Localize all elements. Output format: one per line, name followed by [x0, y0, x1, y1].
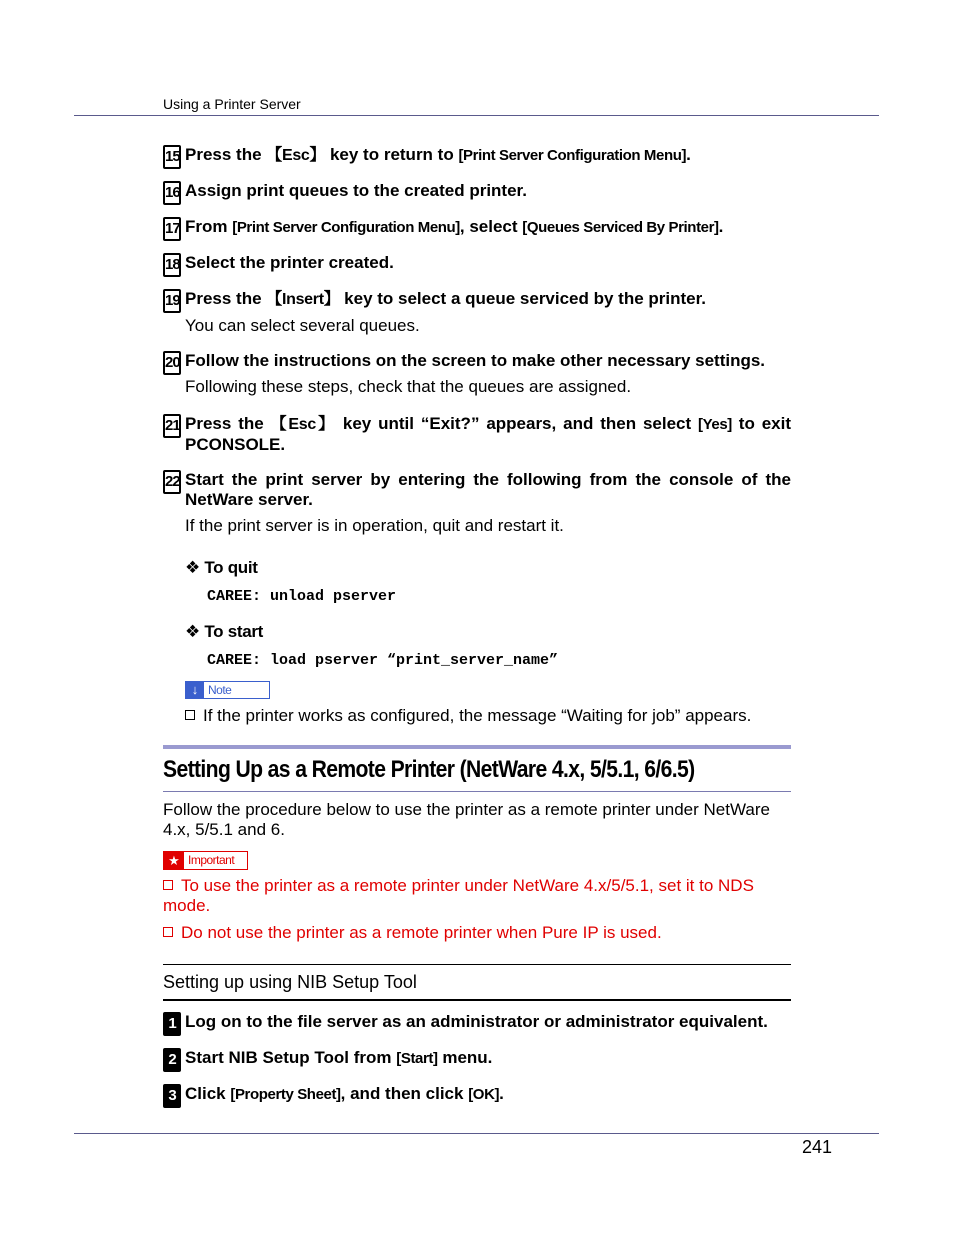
menu-name: [Print Server Configuration Menu] [458, 147, 687, 164]
step-number: 20 [163, 351, 181, 375]
section-bar [163, 745, 791, 749]
section-rule [163, 791, 791, 792]
step-text: Select the printer created. [185, 253, 394, 272]
step-body: You can select several queues. [185, 316, 420, 335]
menu-name: [Queues Serviced By Printer] [522, 219, 719, 236]
menu-name: [OK] [468, 1086, 500, 1103]
header-rule [74, 115, 879, 116]
note-item: If the printer works as configured, the message “Waiting for job” appears. [185, 706, 751, 726]
menu-name: [Yes] [698, 416, 732, 433]
step-number: 18 [163, 253, 181, 277]
step-17 [163, 217, 791, 238]
footer-rule [74, 1133, 879, 1134]
step-text: Start the print server by entering the following from the console of the NetWare server. [185, 470, 791, 509]
step-text: Press the 【Esc】 key to return to [Print Server Configuration Menu]. [185, 145, 691, 164]
step-1 [163, 1012, 791, 1032]
step-number: 15 [163, 145, 181, 169]
section-intro: Follow the procedure below to use the printer as a remote printer under NetWare 4.x, 5/5.1 and 6. [163, 800, 770, 839]
step-text: Start NIB Setup Tool from [Start] menu. [185, 1048, 493, 1067]
step-body: Following these steps, check that the queues are assigned. [185, 377, 632, 396]
step-text: Press the 【Esc】 key until “Exit?” appears, and then select [Yes] to exit PCONSOLE. [185, 414, 791, 454]
step-16 [163, 181, 791, 201]
step-text: Assign print queues to the created printer. [185, 181, 527, 200]
checkbox-bullet-icon [163, 880, 173, 890]
menu-name: [Start] [396, 1050, 438, 1067]
step-body: If the print server is in operation, quit and restart it. [185, 516, 564, 535]
procedure-rule-bottom [163, 999, 791, 1001]
procedure-rule-top [163, 964, 791, 965]
procedure-title: Setting up using NIB Setup Tool [163, 972, 417, 992]
step-text: Click [Property Sheet], and then click [OK]. [185, 1084, 504, 1103]
esc-key: 【Esc】 [266, 147, 326, 164]
checkbox-bullet-icon [163, 927, 173, 937]
important-badge-label: Important [188, 853, 235, 867]
checkbox-bullet-icon [185, 710, 195, 720]
step-text: Log on to the file server as an administrator or administrator equivalent. [185, 1012, 768, 1031]
step-3 [163, 1084, 791, 1105]
step-number: 2 [163, 1048, 181, 1072]
menu-name: [Property Sheet] [230, 1086, 341, 1103]
step-number: 21 [163, 414, 181, 438]
step-number: 3 [163, 1084, 181, 1108]
important-item: Do not use the printer as a remote printer when Pure IP is used. [163, 923, 791, 943]
step-number: 16 [163, 181, 181, 205]
important-item: To use the printer as a remote printer under NetWare 4.x/5/5.1, set it to NDS mode. [163, 876, 754, 915]
step-number: 17 [163, 217, 181, 241]
step-text: Follow the instructions on the screen to make other necessary settings. [185, 351, 766, 370]
step-number: 1 [163, 1012, 181, 1036]
esc-key: 【Esc】 [270, 416, 337, 433]
step-2 [163, 1048, 791, 1069]
important-badge [163, 851, 248, 870]
page-number: 241 [802, 1137, 833, 1157]
step-22 [163, 470, 791, 536]
insert-key: 【Insert】 [266, 291, 340, 308]
section-title: Setting Up as a Remote Printer (NetWare 4.x, 5/5.1, 6/6.5) [163, 756, 695, 783]
step-19 [163, 289, 791, 336]
step-20 [163, 351, 791, 397]
menu-name: [Print Server Configuration Menu] [232, 219, 460, 236]
to-start-heading: ❖ To start [185, 622, 264, 641]
note-badge-label: Note [208, 683, 232, 697]
step-18 [163, 253, 791, 273]
to-quit-command: CAREE: unload pserver [207, 588, 397, 605]
step-text: From [Print Server Configuration Menu], select [Queues Serviced By Printer]. [185, 217, 724, 236]
step-number: 22 [163, 470, 181, 494]
step-text: Press the 【Insert】 key to select a queue serviced by the printer. [185, 289, 707, 308]
note-badge [185, 681, 270, 699]
down-arrow-icon: ↓ [186, 682, 204, 698]
star-icon: ★ [164, 852, 184, 869]
running-header-text: Using a Printer Server [163, 96, 301, 112]
to-quit-heading: ❖ To quit [185, 558, 258, 577]
step-21 [163, 414, 791, 455]
step-number: 19 [163, 289, 181, 313]
step-15 [163, 145, 791, 166]
to-start-command: CAREE: load pserver “print_server_name” [207, 652, 559, 669]
